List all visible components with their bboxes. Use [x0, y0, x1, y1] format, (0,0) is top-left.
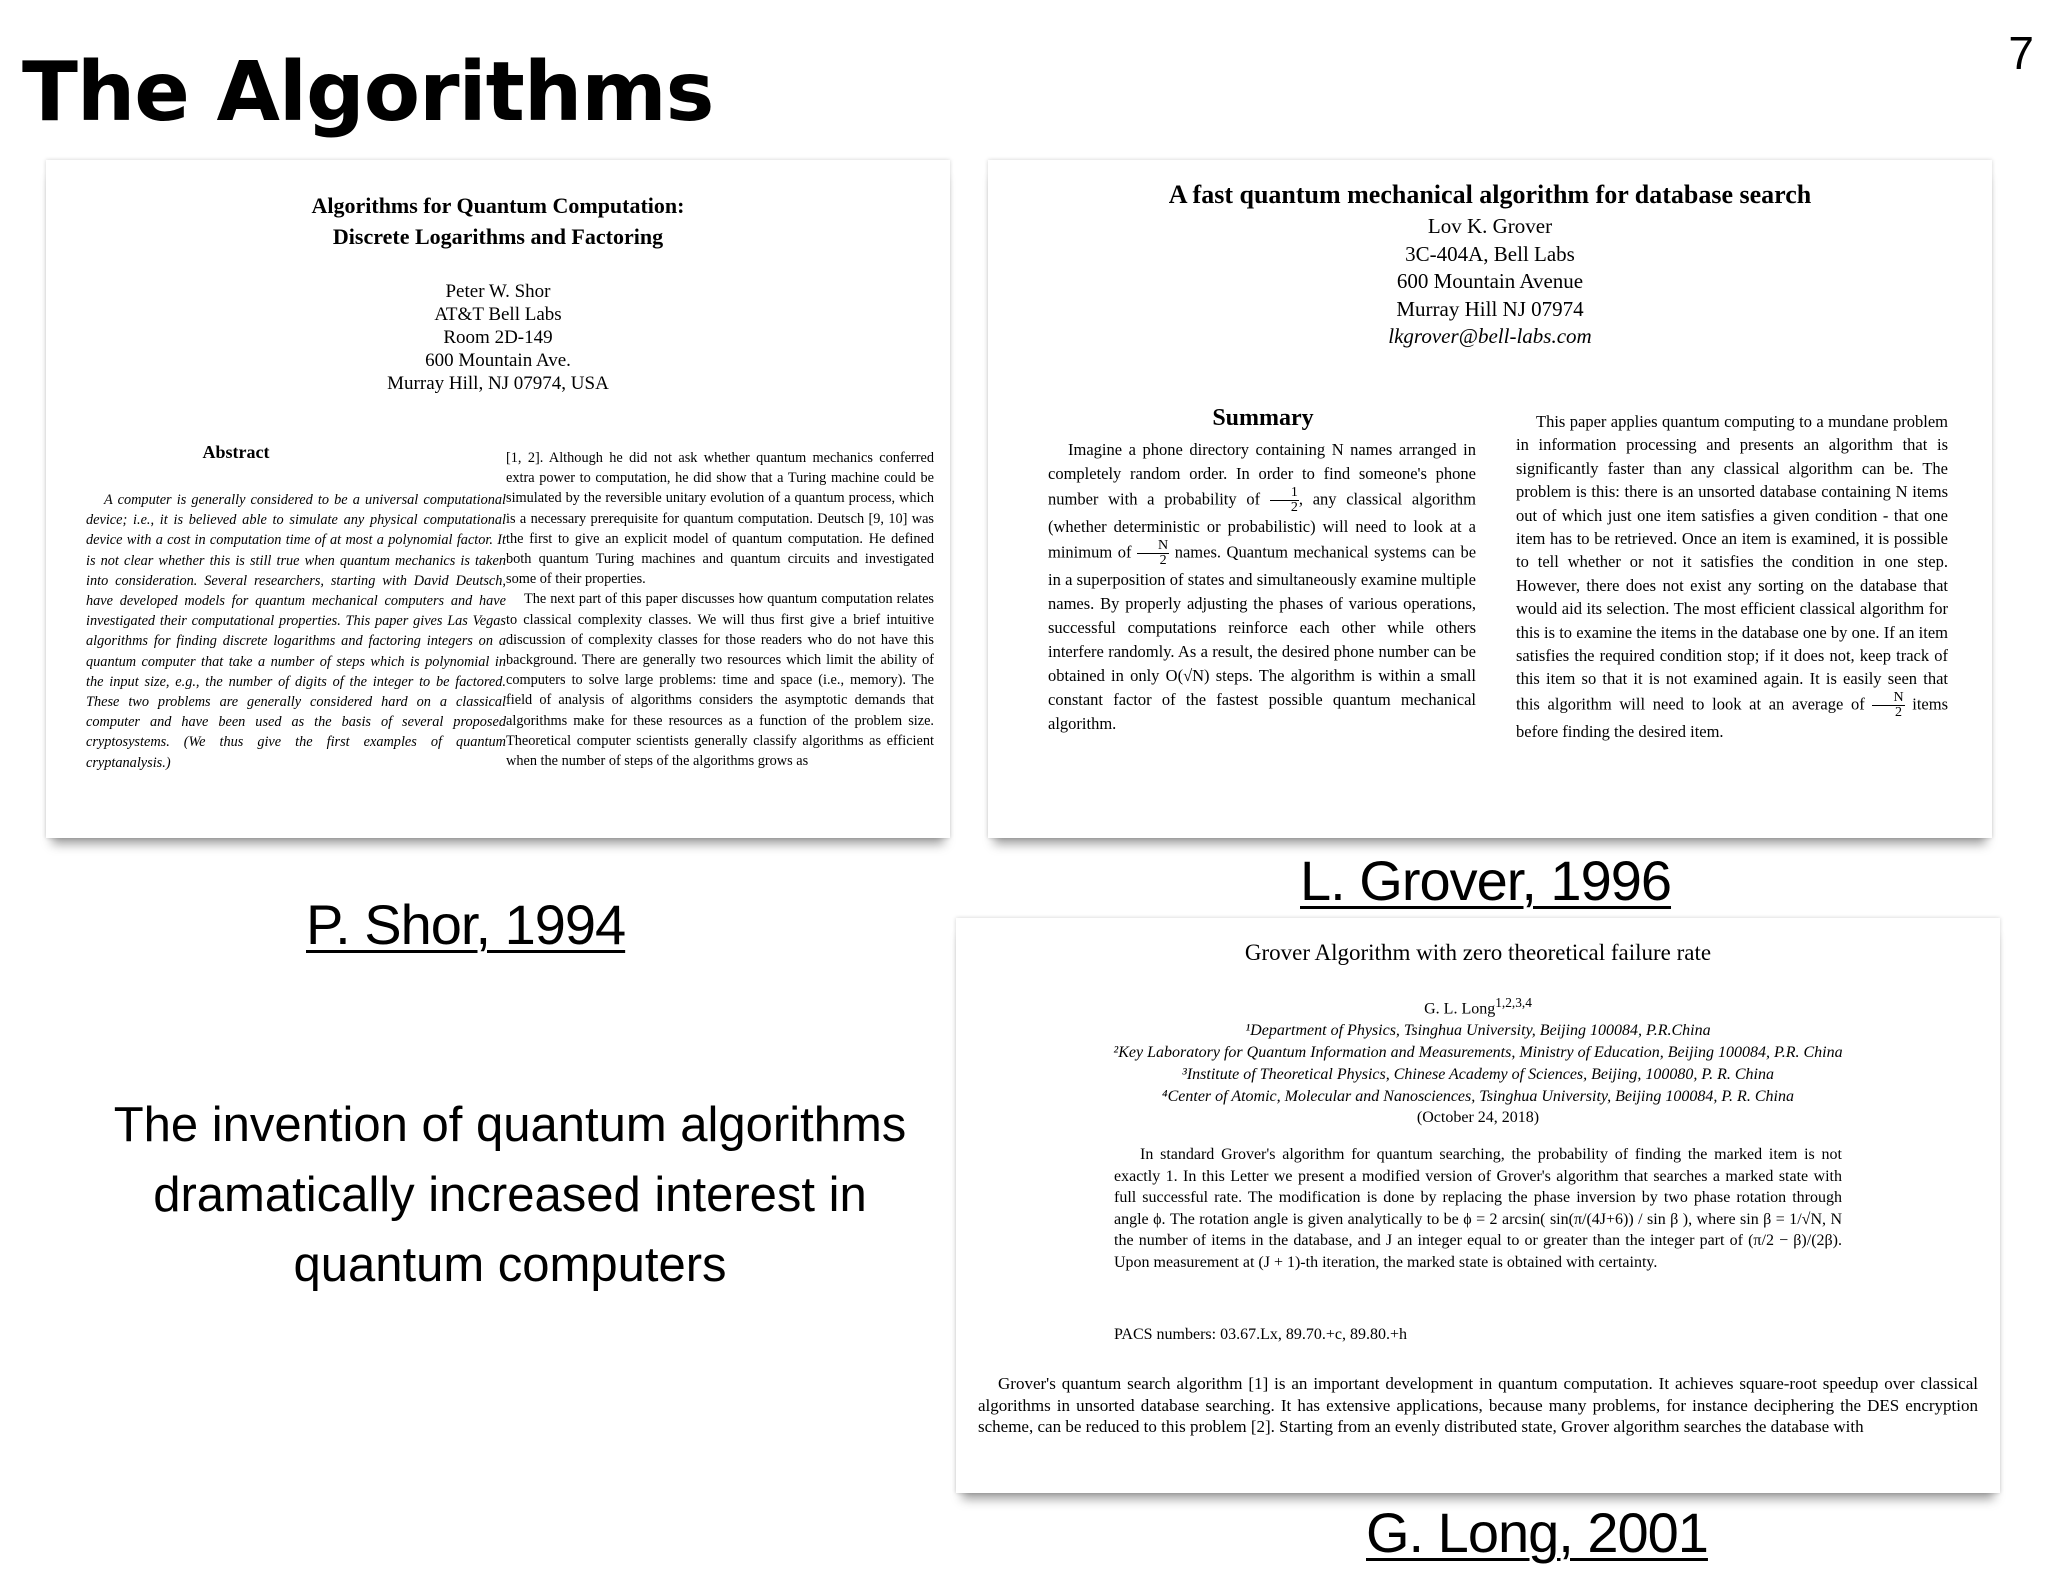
grover-left-column: Imagine a phone directory containing N names arranged in completely random order. In order to find someone's phone number with a probability of $\frac{1}{2}$ , any classical algorithm (whether deterministic or probabilistic) will need to look at a minimum of $\frac{N}{2}$ names. Quantum mechanical systems can be in a superposition of states and simultaneously examine multiple names. By properly adjusting the phases of various operations, successful computations reinforce each other while others interfere randomly. As a result, the desired phone number can be obtained in only O(√N) steps. The algorithm is within a small constant factor of the fastest possible quantum mechanical algorithm. — [1048, 440, 1477, 734]
summary-statement: The invention of quantum algorithms dramatically increased interest in quantum computers — [113, 1098, 907, 1292]
long-author: G. L. Long — [1424, 1000, 1496, 1018]
long-author-block: G. L. Long$^{1,2,3,4}$ ¹Department of Physics, Tsinghua University, Beijing 100084, P.R.China ²Key Laboratory for Quantum Information and Measurements, Ministry of Education, Beijing 100084, P.R. China ³Institute of Theoretical Physics, Chinese Academy of Sciences, Beijing, 100080, P. R. China ⁴Center of Atomic, Molecular and Nanosciences, Tsinghua University, Beijing 100084, P. R. China (October 24, 2018) — [956, 992, 2000, 1129]
long-date: (October 24, 2018) — [1416, 1109, 1540, 1127]
fraction-n-over-2: $\frac{N}{2}$ — [1872, 691, 1904, 720]
shor-abstract-heading: Abstract — [202, 442, 270, 462]
fraction-n-over-2: $\frac{N}{2}$ — [1137, 539, 1169, 568]
grover-paper-excerpt — [988, 160, 1992, 838]
shor-paper-excerpt — [46, 160, 950, 838]
long-abstract-text: In standard Grover's algorithm for quantum searching, the probability of finding the marked item is not exactly 1. In this Letter we present a modified version of Grover's algorithm that searches a marked state with full successful rate. The modification is done by replacing the phase inversion by two phase rotation through angle ϕ. The rotation angle is given analytically to be ϕ = 2 arcsin( sin(π/(4J+6)) / sin β ), where sin β = 1/√N, N the number of items in the database, and J an integer equal to or greater than the integer part of (π/2 − β)/(2β). Upon measurement at (J + 1)-th iteration, the marked state is obtained with certainty. — [1114, 1146, 1842, 1271]
shor-paper-title: Algorithms for Quantum Computation: Discrete Logarithms and Factoring — [311, 193, 685, 249]
page-number: 7 — [2008, 27, 2034, 79]
shor-author-block: Peter W. Shor AT&T Bell Labs Room 2D-149 600 Mountain Ave. Murray Hill, NJ 07974, USA — [387, 281, 609, 394]
shor-abstract-text: A computer is generally considered to be a universal computational device; i.e., it is believed able to simulate any physical computational device with a cost in computation time of at most a polynomial factor. It is not clear whether this is still true when quantum mechanics is taken into consideration. Several researchers, starting with David Deutsch, have developed models for quantum mechanical computers and have investigated their computational properties. This paper gives Las Vegas algorithms for finding discrete logarithms and factoring integers on a quantum computer that take a number of steps which is polynomial in the input size, e.g., the number of digits of the integer to be factored. These two problems are generally considered hard on a classical computer and have been used as the basis of several proposed cryptosystems. (We thus give the first examples of quantum cryptanalysis.) — [86, 492, 506, 771]
shor-right-column — [506, 448, 934, 771]
affiliation-line: ²Key Laboratory for Quantum Information and Measurements, Ministry of Education, Beijing 100084, P.R. China — [1113, 1043, 1843, 1061]
slide-title: The Algorithms — [22, 45, 714, 140]
long-paper-title: Grover Algorithm with zero theoretical failure rate — [1244, 940, 1712, 965]
shor-paragraph: [1, 2]. Although he did not ask whether quantum mechanics conferred extra power to computation, he did show that a Turing machine could be simulated by the reversible unitary evolution of a quantum process, which is a necessary prerequisite for quantum computation. Deutsch [9, 10] was the first to give an explicit model of quantum computation. He defined both quantum Turing machines and quantum circuits and investigated some of their properties. — [506, 450, 934, 588]
grover-right-column: This paper applies quantum computing to a mundane problem in information processing and presents an algorithm that is significantly faster than any classical algorithm can be. The problem is this: there is an unsorted database containing N items out of which just one item satisfies a given condition - that one item has to be retrieved. Once an item is examined, it is possible to tell whether or not it satisfies the condition in one step. However, there does not exist any sorting on the database that would aid its selection. The most efficient classical algorithm for this is to examine the items in the database one by one. If an item satisfies the required condition stop; if it does not, keep track of this item so that it is not examined again. It is easily seen that this algorithm will need to look at an average of $\frac{N}{2}$ items before finding the desired item. — [1516, 412, 1949, 741]
long-pacs-numbers: PACS numbers: 03.67.Lx, 89.70.+c, 89.80.+h — [1114, 1326, 1408, 1343]
grover-paper-title: A fast quantum mechanical algorithm for database search — [1168, 180, 1812, 209]
fraction-one-half: $\frac{1}{2}$ — [1270, 486, 1299, 515]
citation-grover: L. Grover, 1996 — [1300, 849, 1672, 912]
shor-paragraph: The next part of this paper discusses how quantum computation relates to classical complexity classes. We will thus first give a brief intuitive discussion of complexity classes for those readers who do not have this background. There are generally two resources which limit the ability of computers to solve large problems: time and space (i.e., memory). The field of analysis of algorithms considers the asymptotic demands that algorithms make for these resources as a function of the problem size. Theoretical computer scientists generally classify algorithms as efficient when the number of steps of the algorithms grows as — [506, 591, 934, 770]
citation-long: G. Long, 2001 — [1366, 1501, 1708, 1564]
grover-email: lkgrover@bell-labs.com — [1388, 324, 1592, 348]
grover-author-block: Lov K. Grover 3C-404A, Bell Labs 600 Mountain Avenue Murray Hill NJ 07974 lkgrover@bell-labs.com — [988, 213, 1992, 351]
affiliation-line: ³Institute of Theoretical Physics, Chinese Academy of Sciences, Beijing, 100080, P. R. China — [1182, 1065, 1774, 1083]
grover-summary-heading: Summary — [1212, 405, 1314, 431]
long-body-text: Grover's quantum search algorithm [1] is an important development in quantum computation. It achieves square-root speedup over classical algorithms in unsorted database searching. It has extensive applications, because many problems, for instance deciphering the DES encryption scheme, can be reduced to this problem [2]. Starting from an evenly distributed state, Grover algorithm searches the database with — [978, 1374, 1978, 1436]
affiliation-line: ⁴Center of Atomic, Molecular and Nanosciences, Tsinghua University, Beijing 100084, P. R. China — [1162, 1087, 1794, 1105]
affiliation-line: ¹Department of Physics, Tsinghua University, Beijing 100084, P.R.China — [1245, 1022, 1711, 1040]
long-paper-excerpt — [956, 918, 2000, 1493]
citation-shor: P. Shor, 1994 — [306, 893, 626, 956]
